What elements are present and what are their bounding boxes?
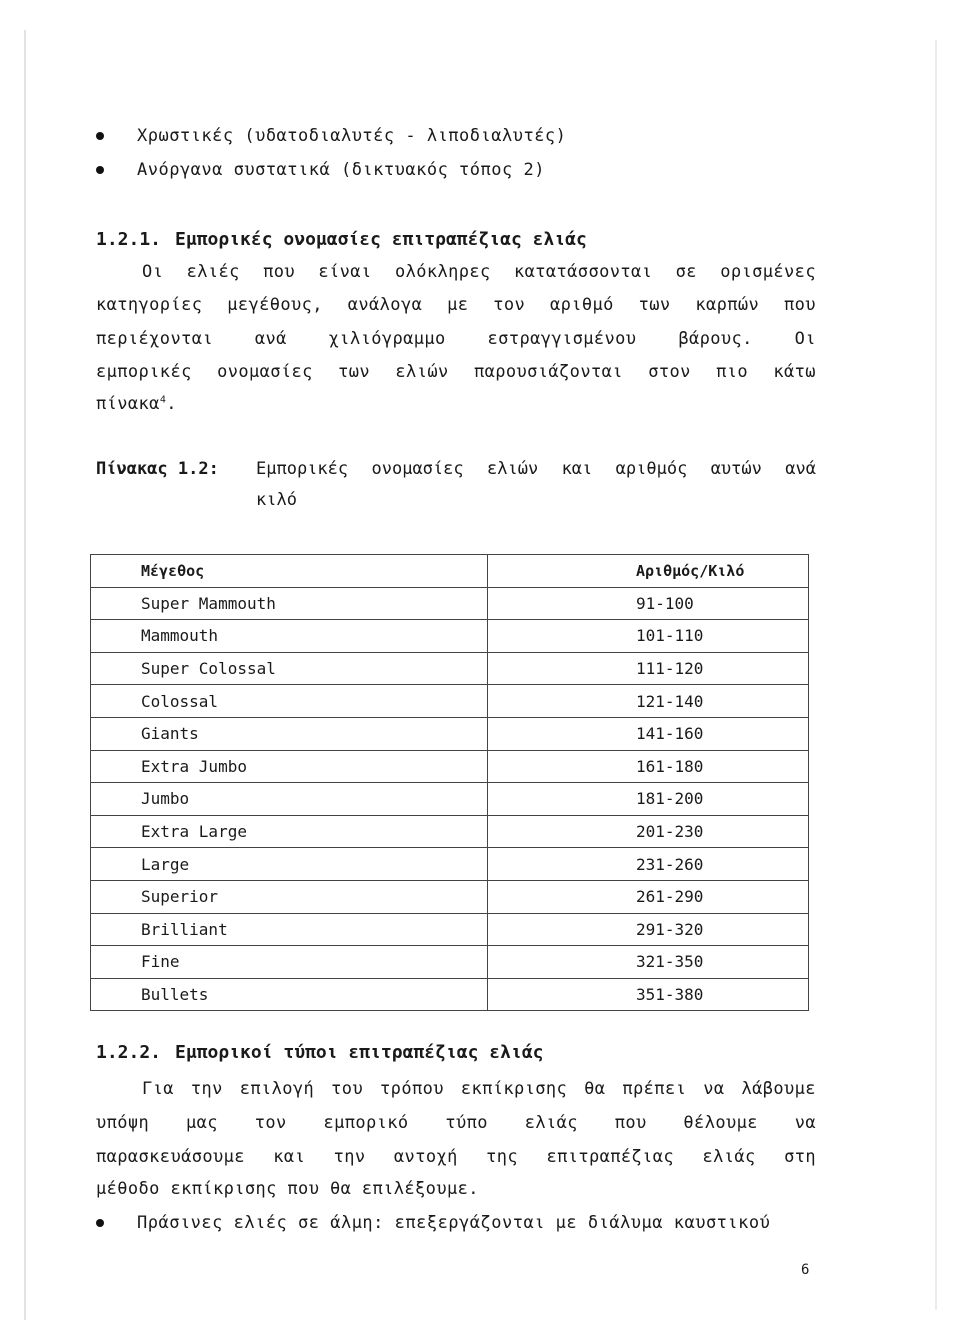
word: εστραγγισμένου (487, 329, 637, 349)
word: υπόψη (96, 1113, 150, 1133)
word: παρουσιάζονται (473, 362, 623, 382)
count-range-cell: 111-120 (488, 652, 809, 685)
word: με (447, 295, 469, 315)
table-row (91, 652, 809, 685)
word: κατατάσσονται (514, 262, 653, 282)
word: ελιών (395, 362, 449, 382)
word: θέλουμε (683, 1113, 758, 1133)
count-range-cell: 261-290 (488, 880, 809, 913)
word: ανάλογα (347, 295, 423, 315)
scan-edge-right (935, 40, 937, 1310)
olive-size-table (90, 554, 809, 1011)
word: περιέχονται (96, 329, 213, 349)
paragraph-line (142, 1079, 816, 1099)
word: ονομασίες (217, 362, 313, 382)
bullet-dot-icon (96, 1219, 104, 1227)
justified-line (96, 295, 816, 315)
word: ελιών (487, 459, 539, 479)
count-range-cell: 321-350 (488, 946, 809, 979)
word: και (561, 459, 593, 479)
count-range-cell: 101-110 (488, 620, 809, 653)
section-heading-1-2-1: 1.2.1. Εμπορικές ονομασίες επιτραπέζιας ελιάς (96, 229, 587, 250)
word: τρόπου (380, 1079, 444, 1099)
table-row (91, 685, 809, 718)
table-row (91, 978, 809, 1011)
word: ανά (254, 329, 287, 349)
word: να (703, 1079, 725, 1099)
word: καρπών (695, 295, 760, 315)
count-range-cell: 351-380 (488, 978, 809, 1011)
word: να (794, 1113, 816, 1133)
paragraph-line (96, 362, 816, 382)
word: που (263, 262, 296, 282)
table-row (91, 913, 809, 946)
size-name-cell: Super Mammouth (91, 587, 488, 620)
count-range-cell: 141-160 (488, 717, 809, 750)
word: Οι (794, 329, 816, 349)
paragraph-line-last: πίνακα$^4$. (96, 394, 177, 414)
word: Οι (142, 262, 164, 282)
word: σε (675, 262, 697, 282)
word: του (331, 1079, 364, 1099)
word: εκπίκρισης (460, 1079, 568, 1099)
justified-line (142, 262, 816, 282)
count-range-cell: 161-180 (488, 750, 809, 783)
page-number: 6 (801, 1262, 810, 1278)
word: μεγέθους, (227, 295, 323, 315)
size-name-cell: Fine (91, 946, 488, 979)
word: αντοχή (393, 1147, 458, 1167)
table-row (91, 815, 809, 848)
word: τύπο (445, 1113, 488, 1133)
word: πρέπει (622, 1079, 687, 1099)
size-name-cell: Giants (91, 717, 488, 750)
word: θα (584, 1079, 606, 1099)
table-row (91, 587, 809, 620)
size-name-cell: Extra Jumbo (91, 750, 488, 783)
word: πιο (716, 362, 749, 382)
table-header-row (91, 555, 809, 588)
size-name-cell: Brilliant (91, 913, 488, 946)
word: είναι (318, 262, 372, 282)
table-caption: Πίνακας 1.2: (96, 459, 219, 479)
justified-line (96, 329, 816, 349)
word: στον (648, 362, 691, 382)
bullet-item: Ανόργανα συστατικά (δικτυακός τόπος 2) (96, 160, 545, 180)
word: και (273, 1147, 306, 1167)
word: χιλιόγραμμο (328, 329, 446, 349)
table-caption-text (256, 459, 816, 479)
word: βάρους. (678, 329, 753, 349)
bullet-item: Χρωστικές (υδατοδιαλυτές - λιποδιαλυτές) (96, 126, 566, 146)
word: παρασκευάσουμε (96, 1147, 245, 1167)
size-name-cell: Superior (91, 880, 488, 913)
bullet-dot-icon (96, 166, 104, 174)
word: τον (254, 1113, 287, 1133)
table-row (91, 620, 809, 653)
size-name-cell: Jumbo (91, 783, 488, 816)
paragraph-line (96, 1147, 816, 1167)
count-range-cell: 181-200 (488, 783, 809, 816)
word: που (614, 1113, 647, 1133)
table-caption-text-continued: κιλό (256, 490, 297, 510)
word: των (338, 362, 371, 382)
word: ελιάς (702, 1147, 756, 1167)
size-name-cell: Super Colossal (91, 652, 488, 685)
paragraph-line (142, 262, 816, 282)
word: της (486, 1147, 519, 1167)
count-range-cell: 291-320 (488, 913, 809, 946)
size-name-cell: Bullets (91, 978, 488, 1011)
table-row (91, 750, 809, 783)
word: επιτραπέζιας (546, 1147, 675, 1167)
size-name-cell: Extra Large (91, 815, 488, 848)
word: αριθμό (549, 295, 614, 315)
paragraph-line-last: μέθοδο εκπίκρισης που θα επιλέξουμε. (96, 1179, 479, 1199)
word: μας (186, 1113, 218, 1133)
size-name-cell: Mammouth (91, 620, 488, 653)
paragraph-line (96, 329, 816, 349)
bullet-dot-icon (96, 132, 104, 140)
count-range-cell: 121-140 (488, 685, 809, 718)
count-range-cell: 231-260 (488, 848, 809, 881)
word: ολόκληρες (394, 262, 491, 282)
column-header-size: Μέγεθος (91, 555, 488, 588)
word: στη (784, 1147, 816, 1167)
bullet-item: Πράσινες ελιές σε άλμη: επεξεργάζονται με διάλυμα καυστικού (96, 1213, 770, 1233)
word: ονομασίες (371, 459, 464, 479)
count-range-cell: 91-100 (488, 587, 809, 620)
section-heading-1-2-2: 1.2.2. Εμπορικοί τύποι επιτραπέζιας ελιάς (96, 1042, 544, 1063)
word: επιλογή (239, 1079, 315, 1099)
column-header-count: Αριθμός/Κιλό (488, 555, 809, 588)
footnote-reference: 4 (159, 394, 167, 406)
justified-line (96, 362, 816, 382)
word: ορισμένες (720, 262, 816, 282)
size-name-cell: Large (91, 848, 488, 881)
word: την (190, 1079, 223, 1099)
word: ανά (785, 459, 816, 479)
table-row (91, 946, 809, 979)
word: ελιάς (524, 1113, 578, 1133)
size-name-cell: Colossal (91, 685, 488, 718)
word: λάβουμε (741, 1079, 816, 1099)
scan-edge-left (24, 30, 26, 1320)
table-row (91, 848, 809, 881)
word: κάτω (773, 362, 816, 382)
word: εμπορικό (323, 1113, 409, 1133)
word: των (638, 295, 671, 315)
word: εμπορικές (96, 362, 192, 382)
word: που (784, 295, 816, 315)
table-row (91, 717, 809, 750)
table-row (91, 783, 809, 816)
word: αριθμός (615, 459, 688, 479)
word: ελιές (186, 262, 240, 282)
word: την (333, 1147, 366, 1167)
word: κατηγορίες (96, 295, 203, 315)
word: αυτών (710, 459, 762, 479)
word: τον (493, 295, 526, 315)
paragraph-line (96, 295, 816, 315)
paragraph-line (96, 1113, 816, 1133)
count-range-cell: 201-230 (488, 815, 809, 848)
word: Για (142, 1079, 174, 1099)
table-row (91, 880, 809, 913)
word: Εμπορικές (256, 459, 349, 479)
